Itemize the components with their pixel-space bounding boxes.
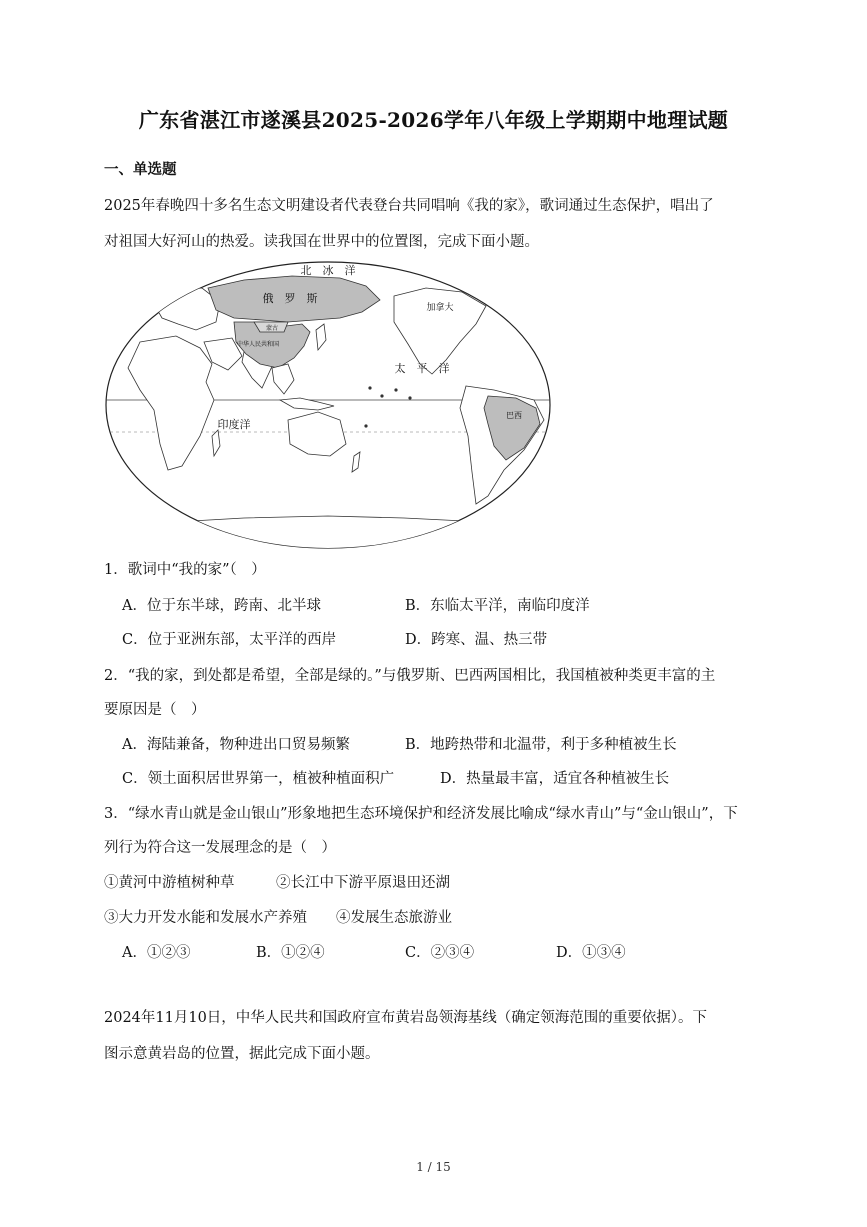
world-map-figure <box>104 260 552 550</box>
pacific-island <box>365 425 367 427</box>
question-2-option-c[interactable]: C．领土面积居世界第一，植被种植面积广 <box>122 771 395 787</box>
intro2-paragraph-line-1: 2024年11月10日，中华人民共和国政府宣布黄岩岛领海基线（确定领海范围的重要依据）。下 <box>104 1010 708 1026</box>
question-3-item-3: ③大力开发水能和发展水产养殖 <box>104 910 307 926</box>
question-3-stem-line-1: 3．“绿水青山就是金山银山”形象地把生态环境保护和经济发展比喻成“绿水青山”与“金山银山”，下 <box>104 806 738 822</box>
map-label-china: 中华人民共和国 <box>236 341 280 348</box>
question-2-stem-line-1: 2．“我的家，到处都是希望，全部是绿的。”与俄罗斯、巴西两国相比，我国植被种类更丰富的主 <box>104 668 716 684</box>
pacific-island <box>381 395 383 397</box>
map-label-indian-ocean: 印度洋 <box>217 418 251 431</box>
pacific-island <box>369 387 371 389</box>
intro-paragraph-line-2: 对祖国大好河山的热爱。读我国在世界中的位置图，完成下面小题。 <box>104 234 539 250</box>
map-label-arctic-ocean: 北 冰 洋 <box>300 264 356 277</box>
map-label-russia: 俄 罗 斯 <box>262 292 318 305</box>
landmass-antarctica <box>114 516 544 550</box>
question-2-stem-line-2: 要原因是（ ） <box>104 702 206 718</box>
question-1-stem: 1．歌词中“我的家”（ ） <box>104 562 266 578</box>
map-label-mongolia: 蒙古 <box>265 325 279 332</box>
question-3-option-a[interactable]: A．①②③ <box>122 945 191 961</box>
page-number: 1 / 15 <box>416 1160 451 1174</box>
question-2-option-d[interactable]: D．热量最丰富，适宜各种植被生长 <box>440 771 670 787</box>
question-1-option-a[interactable]: A．位于东半球，跨南、北半球 <box>122 598 321 614</box>
question-1-option-c[interactable]: C．位于亚洲东部，太平洋的西岸 <box>122 632 337 648</box>
question-3-stem-line-2: 列行为符合这一发展理念的是（ ） <box>104 840 336 856</box>
map-label-pacific-ocean: 太 平 洋 <box>394 362 450 375</box>
question-3-item-4: ④发展生态旅游业 <box>336 910 452 926</box>
map-label-brazil: 巴西 <box>506 411 522 420</box>
question-3-item-1: ①黄河中游植树种草 <box>104 875 235 891</box>
section-heading: 一、单选题 <box>104 161 177 178</box>
question-2-option-a[interactable]: A．海陆兼备，物种进出口贸易频繁 <box>122 737 350 753</box>
question-2-option-b[interactable]: B．地跨热带和北温带，利于多种植被生长 <box>405 737 677 753</box>
question-1-option-d[interactable]: D．跨寒、温、热三带 <box>405 632 548 648</box>
question-3-option-b[interactable]: B．①②④ <box>256 945 325 961</box>
question-3-item-2: ②长江中下游平原退田还湖 <box>276 875 450 891</box>
intro2-paragraph-line-2: 图示意黄岩岛的位置，据此完成下面小题。 <box>104 1046 380 1062</box>
page-title: 广东省湛江市遂溪县2025-2026学年八年级上学期期中地理试题 <box>138 108 729 132</box>
question-3-option-d[interactable]: D．①③④ <box>556 945 626 961</box>
intro-paragraph-line-1: 2025年春晚四十多名生态文明建设者代表登台共同唱响《我的家》，歌词通过生态保护，唱出了 <box>104 198 714 214</box>
map-label-canada: 加拿大 <box>426 303 454 313</box>
pacific-island <box>409 397 411 399</box>
question-3-option-c[interactable]: C．②③④ <box>405 945 475 961</box>
pacific-island <box>395 389 397 391</box>
question-1-option-b[interactable]: B．东临太平洋，南临印度洋 <box>405 598 590 614</box>
landmass-greenland <box>460 270 496 292</box>
